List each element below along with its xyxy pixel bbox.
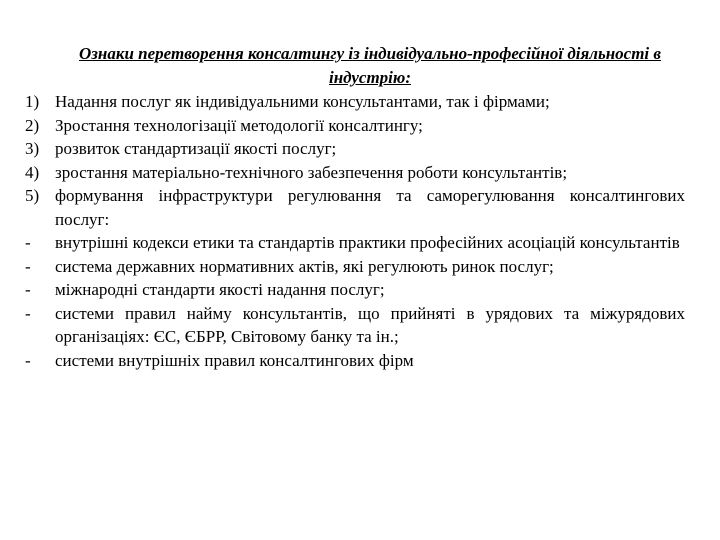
list-item-text: Зростання технологізації методології консалтингу; [55,115,423,135]
list-marker: - [25,256,31,276]
list-item [25,184,685,231]
list-item-text: система державних нормативних актів, які регулюють ринок послуг; [55,256,554,276]
list-marker: 1) [25,92,40,111]
list-marker: - [25,303,31,323]
list-marker: - [25,280,31,299]
list-item-text: системи внутрішніх правил консалтингових фірм [55,350,414,370]
list-item [25,231,685,255]
list-item [25,137,685,161]
list-item [25,302,685,349]
list-marker: 5) [25,186,40,205]
list-item-text: розвиток стандартизації якості послуг; [55,139,337,158]
list-item [25,255,685,279]
list-item-text: формування інфраструктури регулювання та саморегулювання консалтингових послуг: [55,186,685,229]
list-marker: 4) [25,162,40,182]
list-item [25,278,685,302]
list-item-text: Надання послуг як індивідуальними консультантами, так і фірмами; [55,92,550,111]
list-marker: - [25,233,31,252]
list-marker: 3) [25,139,40,158]
list-item [25,161,685,185]
document-title: Ознаки перетворення консалтингу із індивідуально-професійної діяльності в індустрію: [78,44,662,87]
list-item-text: зростання матеріально-технічного забезпечення роботи консультантів; [55,162,568,182]
list-item [25,90,685,114]
list-item [25,349,685,373]
list-item-text: міжнародні стандарти якості надання послуг; [55,280,385,299]
list-marker: 2) [25,115,40,135]
list-item [25,114,685,138]
list-item-text: системи правил найму консультантів, що прийняті в урядових та міжурядових організаціях: ЄС, ЄБРР, Світовому банку та ін.; [55,303,685,346]
list-item-text: внутрішні кодекси етики та стандартів практики професійних асоціацій консультантів [55,233,680,252]
list-marker: - [25,350,31,370]
content-list [25,90,685,372]
